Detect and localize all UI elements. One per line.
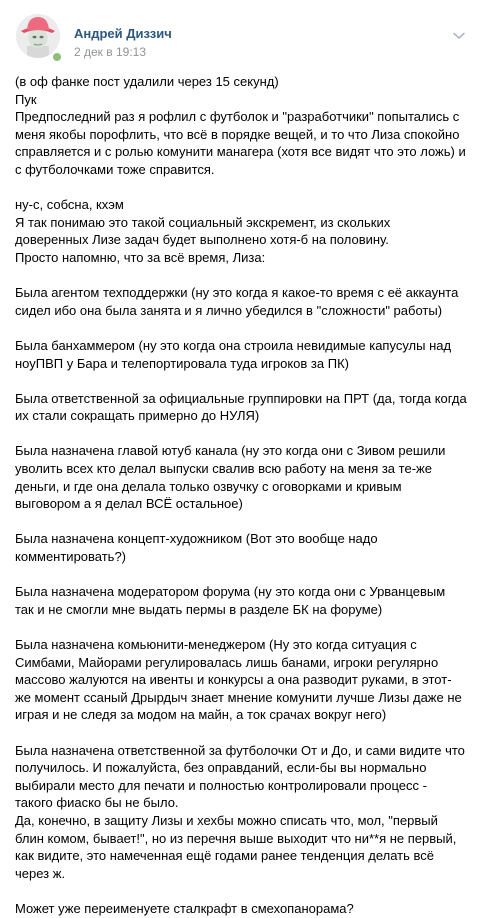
paragraph-gap [15, 267, 467, 285]
author-name[interactable]: Андрей Диззич [74, 26, 172, 41]
post-text-line: Предпоследний раз я рофлил с футболок и "разработчики" попытались с меня якобы порофлить, что всё в порядке вещей, и то что Лиза спокойно справляется и с ролью комунити манагера (хотя все видят что это ложь) и с футболочками тоже справится. [15, 109, 470, 177]
post-text-line: Была назначена модератором форума (ну это когда они с Урванцевым так и не смогли мне выдать пермы в разделе БК на форуме) [15, 584, 449, 617]
post-text-line: Была назначена главой ютуб канала (ну это когда они с Зивом решили уволить всех кто делал выпуски свалив всю работу на меня за те-же деньги, и где она делала только озвучку с оговорками и кривым выговором а я делал ВСЁ остальное) [15, 443, 450, 512]
post-text-line: Я так понимаю это такой социальный экскремент, из скольких доверенных Лизе задач будет выполнено хотя-б на половину. [15, 214, 394, 248]
post-text-line: Да, конечно, в защиту Лизы и хехбы можно списать что, мол, "первый блин комом, бывает!", но из перечня выше выходит что ни**я не первый, как видите, это намеченная ещё годами ранее тенденция делать всё через ж. [15, 812, 461, 881]
post-text-line: ну-с, собсна, кхэм [15, 197, 124, 213]
post-text-line: (в оф фанке пост удалили через 15 секунд) [15, 74, 279, 89]
chevron-down-icon[interactable] [452, 28, 466, 38]
paragraph-gap [15, 319, 467, 337]
post-text-line: Была назначена ответственной за футболочки От и До, и сами видите что получилось. И пожалуйста, без оправданий, если-бы вы нормально выбирали место для печати и полностью контролировали процесс - такого фиаско бы не было. [15, 742, 469, 811]
paragraph-gap [15, 882, 467, 900]
post-text-line: Была назначена комьюнити-менеджером (Ну это когда ситуация с Симбами, Майорами регулировалась лишь банами, игроки регулярно массово жалуются на ивенты и конкурсы а она разводит руками, в этот-же момент сcаный Дрырдыч знает мнение комунити лучше Лизы даже не играя и не следя за модом на майн, а ток срачах вокруг него) [15, 637, 466, 723]
paragraph-gap [15, 566, 467, 584]
post-text-line: Пук [15, 91, 37, 107]
paragraph-gap [15, 179, 467, 197]
post-text-line: Просто напомню, что за всё время, Лиза: [15, 249, 266, 265]
post-text-line: Была агентом техподдержки (ну это когда я какое-то время с её аккаунта сидел ибо она была занята и я лично убедился в "сложности" работы) [15, 285, 462, 318]
online-indicator [51, 51, 63, 63]
paragraph-gap [15, 372, 467, 390]
paragraph-gap [15, 724, 467, 742]
post-text-line: Была ответственной за официальные группировки на ПРТ (да, тогда когда их стали сокращать примерно до НУЛЯ) [15, 390, 471, 424]
paragraph-gap [15, 425, 467, 443]
post-text-line: Была назначена концепт-художником (Вот это вообще надо комментировать?) [15, 531, 382, 565]
post-text-line: Была банхаммером (ну это когда она строила невидимые капусулы над ноуПВП у Бара и телепортировала туда игроков за ПК) [15, 337, 455, 371]
post-date[interactable]: 2 дек в 19:13 [74, 45, 147, 59]
post-text-line: Может уже переименуете сталкрафт в смехопанорама? [15, 900, 354, 916]
paragraph-gap [15, 513, 467, 531]
post-text [15, 73, 471, 918]
paragraph-gap [15, 618, 467, 636]
post-header [16, 14, 466, 64]
